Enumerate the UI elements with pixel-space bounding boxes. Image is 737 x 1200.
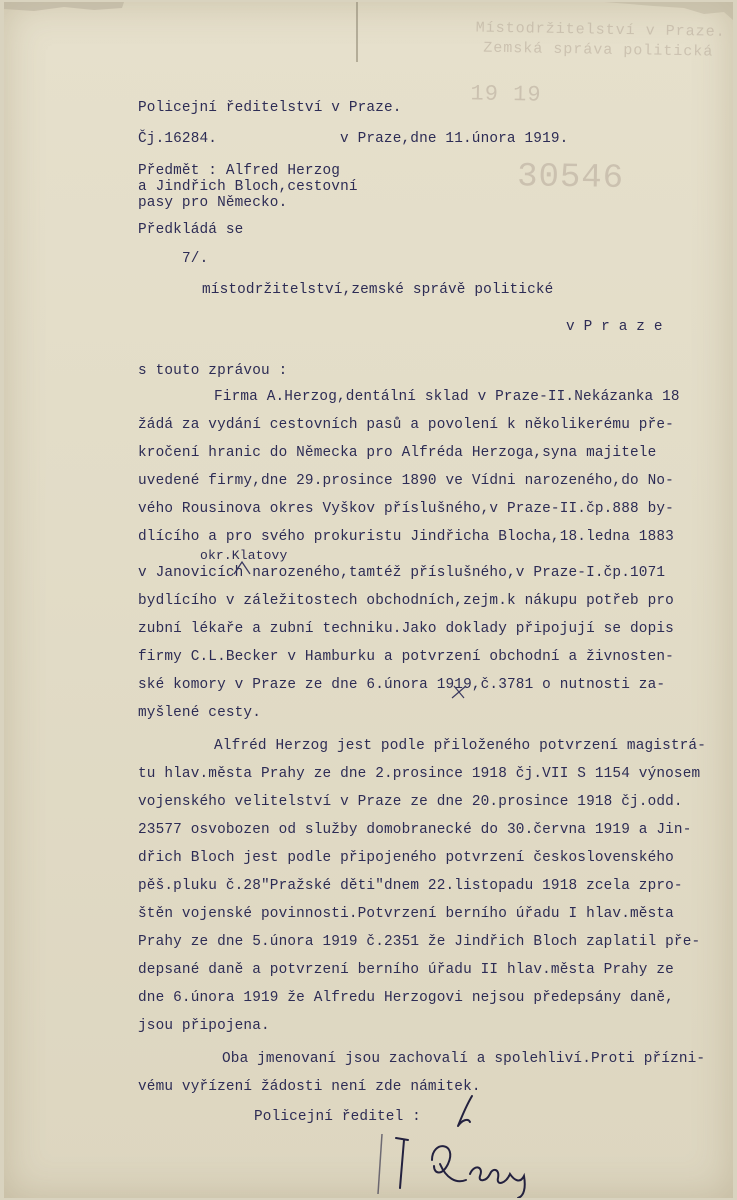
- body-p1-line-12: myšlené cesty.: [138, 705, 262, 721]
- stamp-year: 19 19: [470, 81, 542, 108]
- body-p2-line-1: Alfréd Herzog jest podle přiloženého potvrzení magistrá-: [214, 738, 707, 754]
- handwritten-insertion: okr.Klatovy: [200, 548, 288, 563]
- subject-line-1: Předmět : Alfred Herzog: [138, 163, 341, 179]
- body-p1-line-6: dlícího a pro svého prokuristu Jindřicha Blocha,18.ledna 1883: [138, 529, 674, 545]
- fold-crease: [356, 2, 358, 62]
- signature: [374, 1130, 574, 1198]
- enclosures-count: 7/.: [182, 251, 209, 267]
- submission-intro: Předkládá se: [138, 222, 244, 238]
- with-report-line: s touto zprávou :: [138, 363, 288, 379]
- reference-number: Čj.16284.: [138, 131, 218, 147]
- ink-correction: [448, 682, 472, 702]
- body-p1-line-8: bydlícího v záležitostech obchodních,zejm.k nákupu potřeb pro: [138, 593, 674, 609]
- received-stamp: [432, 18, 726, 233]
- body-p1-line-9: zubní lékaře a zubní techniku.Jako doklady připojují se dopis: [138, 621, 674, 637]
- body-p2-line-9: depsané daně a potvrzení berního úřadu II hlav.města Prahy ze: [138, 962, 674, 978]
- subject-line-2: a Jindřich Bloch,cestovní: [138, 179, 358, 195]
- body-p2-line-11: jsou připojena.: [138, 1018, 270, 1034]
- document-page: [4, 2, 733, 1198]
- body-p1-line-11: ské komory v Praze ze dne 6.února 1919,č.3781 o nutnosti za-: [138, 677, 666, 693]
- body-p3-line-2: vému vyřízení žádosti není zde námitek.: [138, 1079, 481, 1095]
- body-p2-line-5: dřich Bloch jest podle připojeného potvrzení československého: [138, 850, 674, 866]
- body-p2-line-3: vojenského velitelství v Praze ze dne 20.prosince 1918 čj.odd.: [138, 794, 683, 810]
- office-heading: Policejní ředitelství v Praze.: [138, 100, 402, 116]
- body-p2-line-2: tu hlav.města Prahy ze dne 2.prosince 1918 čj.VII S 1154 výnosem: [138, 766, 701, 782]
- body-p2-line-10: dne 6.února 1919 že Alfredu Herzogovi nejsou předepsány daně,: [138, 990, 674, 1006]
- body-p1-line-7: v Janovicích narozeného,tamtéž příslušného,v Praze-I.čp.1071: [138, 565, 666, 581]
- stamp-number: 30546: [516, 158, 625, 199]
- place-and-date: v Praze,dne 11.února 1919.: [340, 131, 569, 147]
- stamp-line-1: Místodržitelství v Praze.: [475, 19, 726, 41]
- body-p1-line-5: vého Rousinova okres Vyškov příslušného,v Praze-II.čp.888 by-: [138, 501, 674, 517]
- body-p2-line-6: pěš.pluku č.28"Pražské děti"dnem 22.listopadu 1918 zcela zpro-: [138, 878, 683, 894]
- addressee-city: v P r a z e: [566, 319, 663, 335]
- closing-title: Policejní ředitel :: [254, 1109, 421, 1125]
- body-p2-line-4: 23577 osvobozen od služby domobranecké do 30.června 1919 a Jin-: [138, 822, 692, 838]
- addressee: místodržitelství,zemské správě politické: [202, 282, 554, 298]
- body-p3-line-1: Oba jmenovaní jsou zachovalí a spolehliví.Proti přízni-: [222, 1051, 706, 1067]
- insertion-caret: [228, 558, 258, 578]
- body-p1-line-4: uvedené firmy,dne 29.prosince 1890 ve Vídni narozeného,do No-: [138, 473, 674, 489]
- body-p1-line-3: kročení hranic do Německa pro Alfréda Herzoga,syna majitele: [138, 445, 657, 461]
- body-p1-line-2: žádá za vydání cestovních pasů a povolení k několikerému pře-: [138, 417, 674, 433]
- body-p1-line-10: firmy C.L.Becker v Hamburku a potvrzení obchodní a živnosten-: [138, 649, 674, 665]
- stamp-line-2: Zemská správa politická: [483, 39, 714, 61]
- body-p2-line-7: štěn vojenské povinnosti.Potvrzení berního úřadu I hlav.města: [138, 906, 674, 922]
- pen-mark: [450, 1092, 480, 1132]
- body-p1-line-1: Firma A.Herzog,dentální sklad v Praze-II.Nekázanka 18: [214, 389, 680, 405]
- body-p2-line-8: Prahy ze dne 5.února 1919 č.2351 že Jindřich Bloch zaplatil pře-: [138, 934, 701, 950]
- subject-line-3: pasy pro Německo.: [138, 195, 288, 211]
